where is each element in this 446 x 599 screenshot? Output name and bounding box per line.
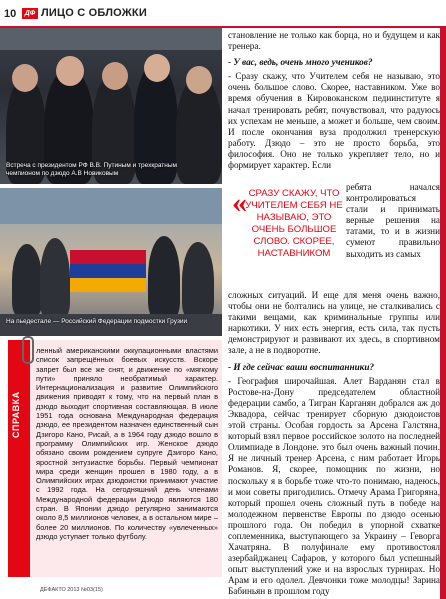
page-edge-rule [440, 28, 446, 599]
pull-quote [232, 182, 342, 287]
paperclip-icon [22, 336, 34, 364]
photo-meeting-president [0, 28, 222, 184]
reference-label: СПРАВКА [11, 391, 21, 439]
quote-text: СРАЗУ СКАЖУ, ЧТО УЧИТЕЛЕМ СЕБЯ НЕ НАЗЫВАЮ, ЭТО ОЧЕНЬ БОЛЬШОЕ СЛОВО. СКОРЕЕ, НАСТАВНИКОМ [245, 188, 343, 259]
question-2: - И где сейчас ваши воспитанники? [228, 361, 375, 372]
question-1: - У вас, ведь, очень много учеников? [228, 57, 373, 68]
answer-1-side [346, 182, 440, 260]
answer-1-end: сложных ситуаций. И еще для меня очень важно, чтобы они не болтались на улице, не сталкивались с такими вещами, как криминальные группы или наркотики. У них есть энергия, есть сила, так пусть демонстрируют и развивают их здесь, в спортивном зале, а не в подворотне. [228, 290, 440, 356]
article-right-column-lower [228, 290, 440, 598]
quote-mark: « [232, 186, 247, 219]
page-number: 10 [4, 8, 17, 20]
photo-podium [0, 188, 222, 336]
photo-caption-1: Встреча с президентом РФ В.В. Путиным и трехкратным чемпионом по дзюдо А.В Новиковым [6, 162, 178, 177]
page-header [0, 0, 446, 28]
section-title: ЛИЦО С ОБЛОЖКИ [41, 7, 147, 19]
reference-bar [8, 340, 30, 577]
answer-1-side-text: ребята начался контролироваться стали и принимать верные решения на татами, то и в жизни сумеют правильно выходить из самых [346, 182, 440, 259]
reference-box [8, 340, 222, 577]
answer-2: - География широчайшая. Алет Варданян стал в Ростове-на-Дону председателем областной федерации самбо, а Тигран Карганян добрался аж до Эквадора, сейчас тренирует сборную дзюдоистов этой страны. Особая гордость за Арсена Галстяна, который взял первое российское золото на последней Олимпиаде в Лондоне. это был очень важный почин. Я не личный тренер Арсена, с ним работает Игорь Романов. Я, скорее, помощник по жизни, но поскольку я в борьбе тоже что-то понимаю, надеюсь, и мои советы пригодились. Отмечу Арама Григоряна, который прошел очень сложный путь в победе на молодежном первенстве Европы по дзюдо осенью прошлого года. Он победил в упорной схватке соплеменника, выступающего за Украину – Геворга Хачатряна. В полуфинале ему противостоял азербайджанец Сафаров, у которого был успешный опыт выступлений уже и на взрослых турнирах. Но Арам и его одолел. Девчонки тоже молодцы! Зарина Бабиньян в прошлом году [228, 375, 440, 597]
reference-paragraph: ленный американскими оккупационными властями список запрещённых боевых искусств. Вскоре запрет был все же снят, и движение по «мягкому пути» приняло необратимый характер. Интернационализация и развитие Олимпийского движения приводят к тому, что на первый план в дзюдо выходит спортивная составляющая. В июле 1951 года основана Международная федерация дзюдо, ее президентом назначен единственный сын Дзигоро Кано, Рисай, а в 1964 году дзюдо вошло в программу Олимпийских игр. Женское дзюдо обязано своим рождением супруге Дзигоро Кано, яростной энтузиастке борьбы. Первый чемпионат мира среди женщин прошел в 1980 году, а в Олимпийских играх дзюдоистки принимают участие с 1992 года. На сегодняшний день членами Международной федерации Дзюдо являются 180 стран. В Японии дзюдо регулярно занимаются около 8,5 миллионов человек, а в остальном мире – более 20 миллионов. По количеству «увлеченных» дзюдо уступает только футболу. [36, 346, 218, 541]
answer-1: - Сразу скажу, что Учителем себя не называю, это очень большое слово. Скорее, наставником. Уже во время обучения в Кировоканском педиинституте я начал тренировать ребят, почувствовал, что радуюсь их успехам не меньше, а может и больше, чем своим. И после окончания вуза продолжил тренерскую работу. Дзюдо – это не просто борьба, это философия. Оно не только укрепляет тело, но и формирует характер. Если [228, 71, 440, 171]
article-right-column [228, 30, 440, 171]
magazine-logo: ДФ [22, 8, 38, 19]
reference-text [36, 346, 218, 541]
footer: ДЕФАКТО 2013 №03(15) [40, 587, 103, 593]
photo-caption-2: На пьедестале — Российский Федерации подмостки Грузии [6, 318, 188, 325]
article-intro: становление не только как борца, но и будущем и как тренера. [228, 30, 440, 52]
